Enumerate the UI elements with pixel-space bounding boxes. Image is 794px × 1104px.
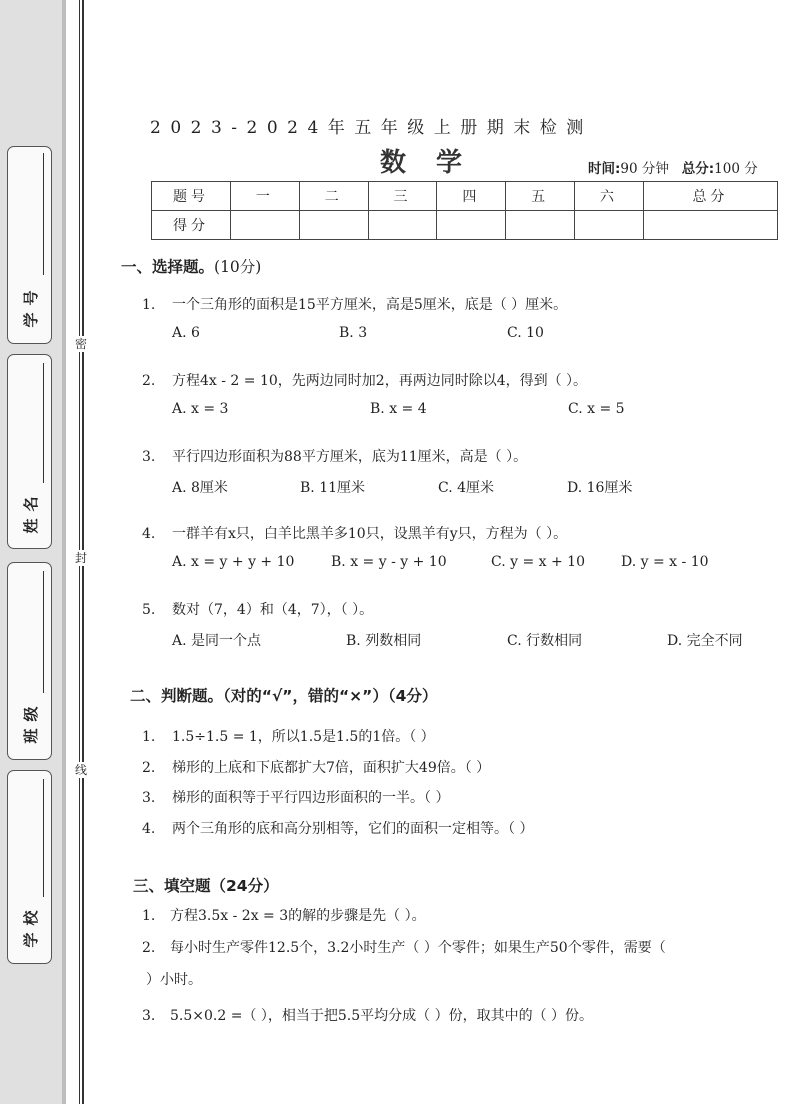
question-text: 每小时生产零件12.5个，3.2小时生产（ ）个零件；如果生产50个零件，需要（ [170,940,666,956]
option: C. 10 [507,325,544,341]
question-number: 5. [142,602,156,618]
header-cell: 一 [231,182,300,211]
question-number: 1. [142,297,156,313]
option: B. x = y - y + 10 [331,554,447,570]
header-cell: 二 [299,182,368,211]
score-cell[interactable] [231,211,300,240]
question [142,1005,593,1025]
school-field[interactable] [7,770,52,964]
question [142,599,373,619]
score-cell[interactable] [643,211,777,240]
score-cell[interactable] [368,211,437,240]
seal-char-feng: 封 [74,551,87,565]
write-line [43,571,44,693]
question-continuation: ）小时。 [146,972,202,988]
field-label: 校 学 [22,910,40,948]
student-name-field[interactable] [7,354,52,549]
question-number: 1. [142,908,156,924]
section-3-title: 三、填空题（24分） [133,877,279,895]
header-cell: 总分 [643,182,777,211]
score-table [151,181,778,240]
score-table-header-row [152,182,778,211]
question-text: 一个三角形的面积是15平方厘米，高是5厘米，底是（ ）厘米。 [172,297,568,313]
question [142,818,533,838]
question-number: 1. [142,729,156,745]
score-table-score-row [152,211,778,240]
question-text: 1.5÷1.5 = 1，所以1.5是1.5的1倍。（ ） [172,729,435,745]
question [142,757,490,777]
question [142,726,435,746]
option: C. x = 5 [568,401,625,417]
row-label: 得分 [152,211,231,240]
question-number: 3. [142,790,156,806]
header-cell: 五 [506,182,575,211]
question-number: 3. [142,449,156,465]
class-field[interactable] [7,562,52,760]
question [142,523,567,543]
score-cell[interactable] [506,211,575,240]
question-number: 2. [142,373,156,389]
exam-title: 2023-2024年五年级上册期末检测 [150,118,593,138]
time-info [588,157,758,177]
gutter-edge [62,0,66,1104]
total-value: 100 分 [714,161,758,177]
option: B. 列数相同 [346,633,422,649]
option: C. 4厘米 [438,480,495,496]
subject-title: 数学 [380,148,493,178]
option: A. x = 3 [172,401,229,417]
option: B. x = 4 [370,401,427,417]
question-number: 4. [142,526,156,542]
score-cell[interactable] [575,211,644,240]
option: C. y = x + 10 [491,554,585,570]
question [142,905,426,925]
header-cell: 六 [575,182,644,211]
option: D. 16厘米 [567,480,633,496]
question-text: 方程3.5x - 2x = 3的解的步骤是先（ ）。 [170,908,426,924]
field-label: 级 班 [22,706,40,744]
write-line [43,779,44,897]
time-value: 90 分钟 [620,161,669,177]
question-text: 梯形的上底和下底都扩大7倍，面积扩大49倍。（ ） [172,760,491,776]
score-cell[interactable] [437,211,506,240]
option: A. 8厘米 [172,480,228,496]
question-text: 一群羊有x只，白羊比黑羊多10只，设黑羊有y只，方程为（ ）。 [172,526,568,542]
question [142,370,587,390]
question [142,937,666,957]
question [142,787,449,807]
total-label: 总分: [681,161,715,177]
question-text: 两个三角形的底和高分别相等，它们的面积一定相等。（ ） [172,821,534,837]
question [142,446,527,466]
question [142,294,567,314]
option: B. 11厘米 [300,480,366,496]
header-cell: 四 [437,182,506,211]
question-number: 2. [142,940,156,956]
field-label: 名 姓 [22,496,40,534]
question-text: 方程4x - 2 = 10，先两边同时加2，再两边同时除以4，得到（ ）。 [172,373,588,389]
time-label: 时间: [588,161,621,177]
section-2-title: 二、判断题。（对的“√”，错的“×”）（4分） [130,687,438,705]
question-number: 2. [142,760,156,776]
option: A. 6 [172,325,200,341]
question-text: 5.5×0.2 =（ ），相当于把5.5平均分成（ ）份，取其中的（ ）份。 [170,1008,594,1024]
score-cell[interactable] [299,211,368,240]
question-number: 3. [142,1008,156,1024]
field-label: 号 学 [22,290,40,328]
question-text: 数对（7，4）和（4，7），（ ）。 [172,602,374,618]
seal-char-xian: 线 [74,763,87,777]
option: D. y = x - 10 [621,554,709,570]
write-line [43,153,44,275]
header-cell: 题号 [152,182,231,211]
question-number: 4. [142,821,156,837]
seal-char-mi: 密 [74,337,87,351]
question-text: 梯形的面积等于平行四边形面积的一半。（ ） [172,790,450,806]
option: A. x = y + y + 10 [172,554,295,570]
question-text: 平行四边形面积为88平方厘米，底为11厘米，高是（ ）。 [172,449,528,465]
write-line [43,363,44,483]
option: A. 是同一个点 [172,633,262,649]
student-id-field[interactable] [7,146,52,344]
option: C. 行数相同 [507,633,583,649]
option: B. 3 [339,325,368,341]
header-cell: 三 [368,182,437,211]
option: D. 完全不同 [667,633,743,649]
section-1-title: 一、选择题。(10分) [121,258,262,276]
